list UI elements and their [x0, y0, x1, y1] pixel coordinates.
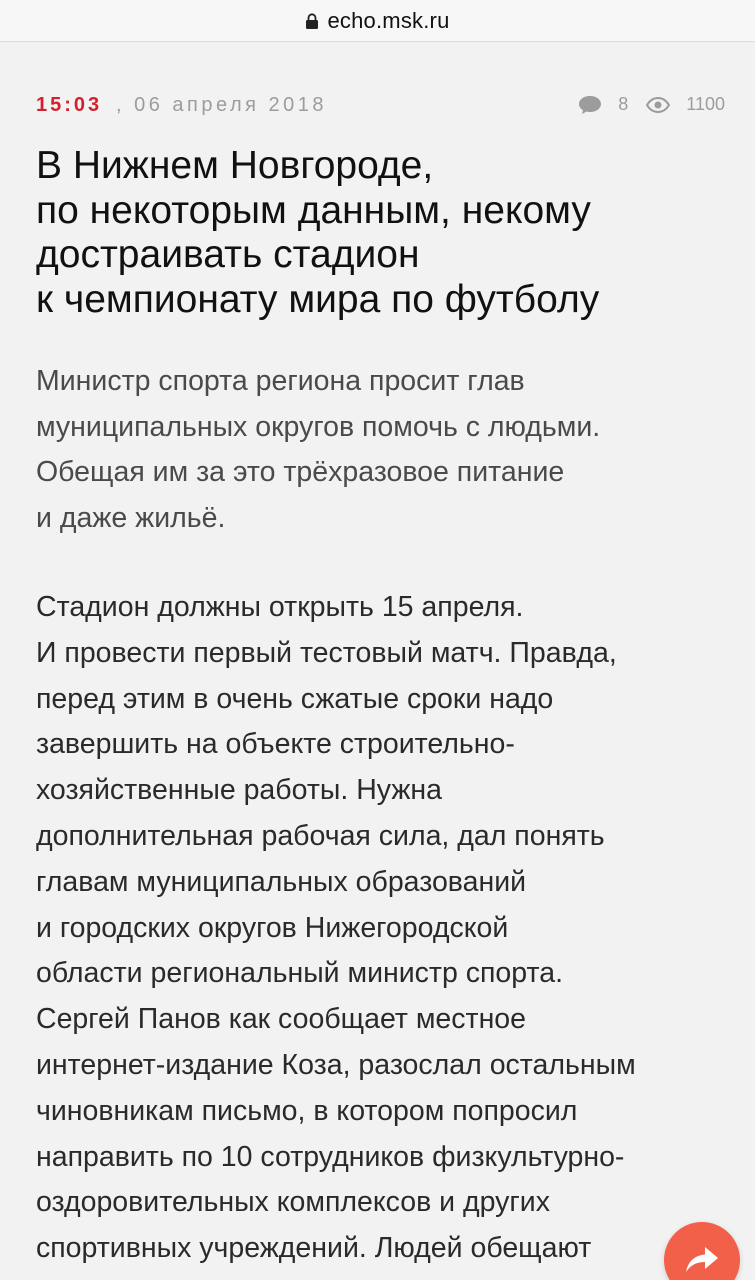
- body-line: Сергей Панов как сообщает местное: [36, 1003, 527, 1036]
- body-line: Стадион должны открыть 15 апреля.: [36, 591, 524, 623]
- body-line: и городских округов Нижегородской: [36, 911, 509, 944]
- views-count: 1100: [686, 94, 725, 114]
- article-lead: [36, 359, 726, 541]
- title-line: к чемпионату мира по футболу: [36, 277, 600, 321]
- body-line: интернет-издание Коза, разослал остальным: [36, 1048, 636, 1081]
- title-line: В Нижнем Новгороде,: [36, 144, 434, 187]
- comment-icon[interactable]: [578, 95, 602, 115]
- body-line: спортивных учреждений. Людей обещают: [36, 1232, 592, 1265]
- body-line: перед этим в очень сжатые сроки надо: [36, 682, 554, 715]
- lead-line: Обещая им за это трёхразовое питание: [36, 456, 565, 488]
- lead-line: Министр спорта региона просит глав: [36, 365, 525, 397]
- body-line: области региональный министр спорта.: [36, 957, 564, 990]
- lock-icon: [305, 13, 319, 29]
- body-line: И провести первый тестовый матч. Правда,: [36, 636, 617, 669]
- share-arrow-icon: [685, 1245, 719, 1275]
- body-line: оздоровительных комплексов и других: [36, 1186, 550, 1219]
- eye-icon: [646, 97, 670, 113]
- article-title: [36, 144, 726, 322]
- body-line: направить по 10 сотрудников физкультурно-: [36, 1140, 625, 1173]
- title-line: по некоторым данным, некому: [36, 188, 591, 232]
- comments-count: 8: [618, 94, 629, 114]
- article-body: [36, 585, 736, 1272]
- body-line: дополнительная рабочая сила, дал понять: [36, 819, 605, 852]
- address-bar[interactable]: [0, 0, 755, 42]
- publish-date: , 06 апреля 2018: [116, 94, 327, 116]
- article-meta: [36, 94, 725, 124]
- publish-time: 15:03: [36, 94, 103, 116]
- title-line: достраивать стадион: [36, 233, 420, 276]
- lead-line: и даже жильё.: [36, 501, 226, 534]
- body-line: главам муниципальных образований: [36, 865, 527, 898]
- body-line: чиновникам письмо, в котором попросил: [36, 1094, 578, 1127]
- url-text: echo.msk.ru: [327, 7, 450, 33]
- body-line: хозяйственные работы. Нужна: [36, 774, 443, 807]
- article-stats: [578, 94, 725, 115]
- lead-line: муниципальных округов помочь с людьми.: [36, 410, 601, 443]
- body-line: завершить на объекте строительно-: [36, 728, 515, 761]
